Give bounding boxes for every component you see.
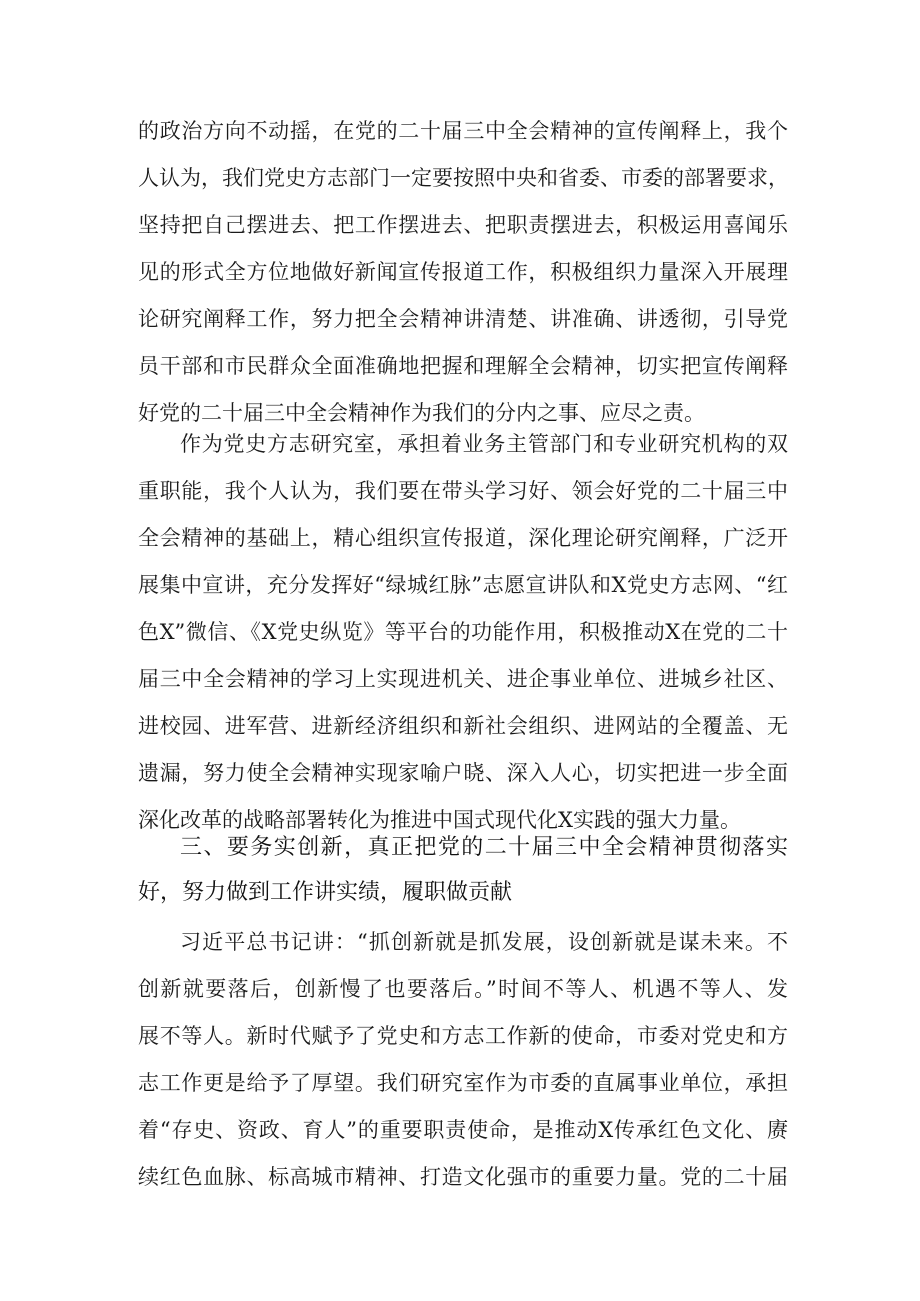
paragraph-2-line: 全会精神的基础上，精心组织宣传报道，深化理论研究阐释，广泛开 [138, 526, 788, 550]
paragraph-1-line: 员干部和市民群众全面准确地把握和理解全会精神，切实把宣传阐释 [138, 354, 788, 378]
section-heading-line: 好，努力做到工作讲实绩，履职做贡献 [138, 880, 513, 905]
paragraph-2-line: 作为党史方志研究室，承担着业务主管部门和专业研究机构的双 [180, 432, 788, 456]
paragraph-3-line: 续红色血脉、标高城市精神、打造文化强市的重要力量。党的二十届 [138, 1165, 788, 1189]
paragraph-2-line: 深化改革的战略部署转化为推进中国式现代化X实践的强大力量。 [138, 808, 741, 832]
paragraph-1-line: 见的形式全方位地做好新闻宣传报道工作，积极组织力量深入开展理 [138, 260, 788, 284]
paragraph-3-line: 着“存史、资政、育人”的重要职责使命，是推动X传承红色文化、赓 [138, 1118, 788, 1142]
paragraph-2-line: 遗漏，努力使全会精神实现家喻户晓、深入人心，切实把进一步全面 [138, 761, 788, 785]
paragraph-2-line: 展集中宣讲，充分发挥好“绿城红脉”志愿宣讲队和X党史方志网、“红 [138, 573, 788, 597]
paragraph-2-line: 重职能，我个人认为，我们要在带头学习好、领会好党的二十届三中 [138, 479, 788, 503]
paragraph-3-line: 习近平总书记讲：“抓创新就是抓发展，设创新就是谋未来。不 [180, 930, 788, 954]
paragraph-3-line: 志工作更是给予了厚望。我们研究室作为市委的直属事业单位，承担 [138, 1071, 788, 1095]
section-heading-3 [138, 825, 788, 915]
paragraph-1-line: 人认为，我们党史方志部门一定要按照中央和省委、市委的部署要求， [138, 166, 789, 190]
paragraph-3-line: 创新就要落后，创新慢了也要落后。”时间不等人、机遇不等人、发 [138, 977, 788, 1001]
paragraph-3 [138, 919, 788, 1201]
paragraph-1-line: 好党的二十届三中全会精神作为我们的分内之事、应尽之责。 [138, 401, 705, 425]
paragraph-2-line: 色X”微信、《X党史纵览》等平台的功能作用，积极推动X在党的二十 [138, 620, 788, 644]
paragraph-3-line: 展不等人。新时代赋予了党史和方志工作新的使命，市委对党史和方 [138, 1024, 788, 1048]
paragraph-1-line: 坚持把自己摆进去、把工作摆进去、把职责摆进去，积极运用喜闻乐 [138, 213, 788, 237]
paragraph-1 [138, 108, 788, 437]
paragraph-2-line: 届三中全会精神的学习上实现进机关、进企事业单位、进城乡社区、 [138, 667, 788, 691]
section-heading-line: 三、要务实创新，真正把党的二十届三中全会精神贯彻落实 [180, 835, 788, 860]
paragraph-1-line: 论研究阐释工作，努力把全会精神讲清楚、讲准确、讲透彻，引导党 [138, 307, 788, 331]
paragraph-2 [138, 421, 788, 844]
paragraph-2-line: 进校园、进军营、进新经济组织和新社会组织、进网站的全覆盖、无 [138, 714, 788, 738]
paragraph-1-line: 的政治方向不动摇，在党的二十届三中全会精神的宣传阐释上，我个 [138, 119, 788, 143]
